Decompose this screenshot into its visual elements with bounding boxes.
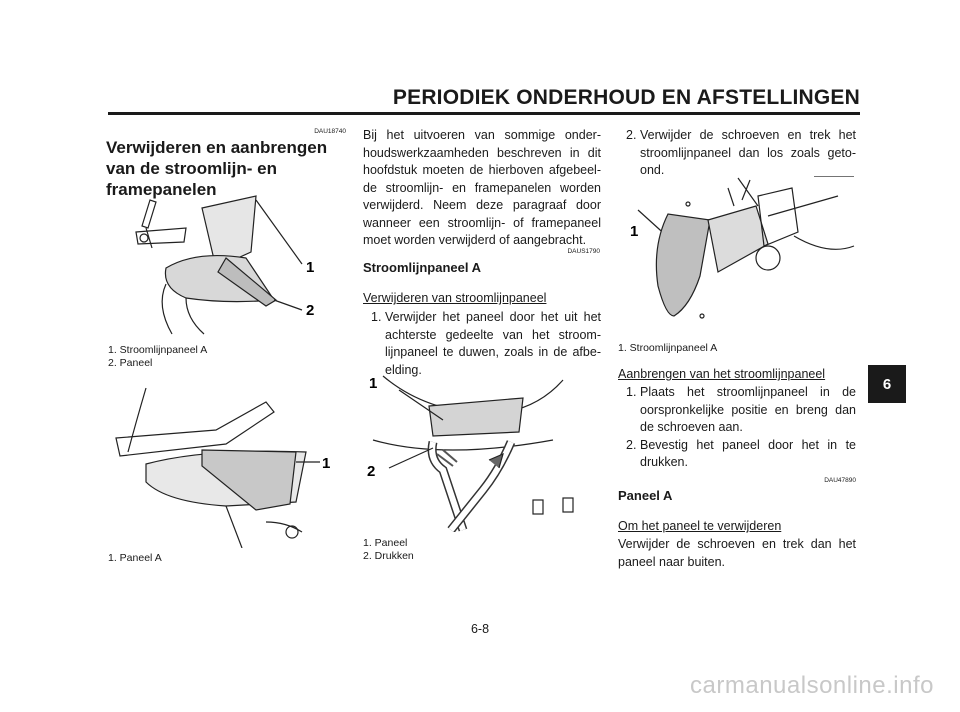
figure-caption — [363, 537, 414, 563]
list-item — [618, 127, 856, 180]
section-code: DAU18740 — [314, 128, 346, 135]
subheading: Paneel A — [618, 488, 673, 503]
step-list — [618, 384, 856, 472]
intro-paragraph: Bij het uitvoeren van sommige onderhoudswerkzaamheden beschreven in dit hoofdstuk moeten de hierboven afgebeelde stroomlijn- en framepanelen worden verwijderd. Neem deze paragraaf door wanneer een stroomlijn- of framepaneel moet worden verwijderd of aangebracht. — [363, 128, 601, 247]
caption-line: 1. Paneel A — [108, 552, 162, 564]
watermark: carmanualsonline.info — [690, 672, 934, 699]
step-number: 1. — [626, 385, 637, 399]
list-item — [618, 384, 856, 437]
step-number: 2. — [626, 128, 637, 142]
fig1-label-1: 1 — [306, 259, 315, 276]
fig4-label-1: 1 — [630, 223, 639, 240]
fig2-label-1: 1 — [322, 455, 331, 472]
section-code: DAU47890 — [824, 477, 856, 484]
page-title: PERIODIEK ONDERHOUD EN AFSTELLINGEN — [392, 86, 860, 109]
fig1-label-2: 2 — [306, 302, 315, 319]
figure-caption — [618, 342, 717, 355]
caption-line: 1. Stroomlijnpaneel A — [618, 342, 718, 354]
list-item — [618, 437, 856, 472]
panel-illustration — [106, 382, 336, 548]
underlined-heading: Aanbrengen van het stroomlijnpaneel — [618, 367, 826, 381]
step-text: Verwijder het paneel door het uit het achterste gedeelte van het stroomlijnpaneel te duwen, zoals in de afbeelding. — [385, 310, 601, 377]
list-item — [363, 309, 601, 379]
instruction-paragraph: Verwijder de schroeven en trek dan het paneel naar buiten. — [618, 537, 856, 569]
subheading: Stroomlijnpaneel A — [363, 260, 481, 275]
step-text: Plaats het stroomlijnpaneel in de oorspronkelijke positie en breng dan de schroeven aan. — [640, 385, 856, 434]
fig3-label-2: 2 — [367, 463, 376, 480]
step-list — [363, 309, 601, 379]
fairing-illustration — [106, 188, 336, 336]
caption-line: 2. Drukken — [363, 550, 414, 562]
caption-line: 1. Paneel — [363, 537, 408, 549]
underlined-heading: Verwijderen van stroomlijnpaneel — [363, 291, 547, 305]
step-list — [618, 127, 856, 180]
section-heading: Verwijderen en aanbrengen van de stroomlijn- en framepanelen — [106, 138, 328, 199]
chapter-tab: 6 — [868, 365, 906, 403]
figure-caption — [108, 552, 162, 565]
step-number: 2. — [626, 437, 637, 452]
section-code: DAUS1790 — [567, 248, 600, 255]
caption-line: 2. Paneel — [108, 357, 153, 369]
header-rule — [108, 112, 860, 115]
figure-caption — [108, 344, 207, 370]
step-text: Bevestig het paneel door het in te drukken. — [640, 437, 856, 469]
caption-line: 1. Stroomlijnpaneel A — [108, 344, 208, 356]
underlined-heading: Om het paneel te verwijderen — [618, 519, 782, 533]
page-number: 6-8 — [470, 622, 490, 636]
step-text: Verwijder de schroeven en trek het stroomlijnpaneel dan los zoals getoond. — [640, 128, 856, 177]
fairing-removal-illustration — [618, 176, 858, 334]
fig3-label-1: 1 — [369, 375, 378, 392]
step-number: 1. — [371, 310, 382, 324]
push-illustration — [363, 370, 599, 532]
